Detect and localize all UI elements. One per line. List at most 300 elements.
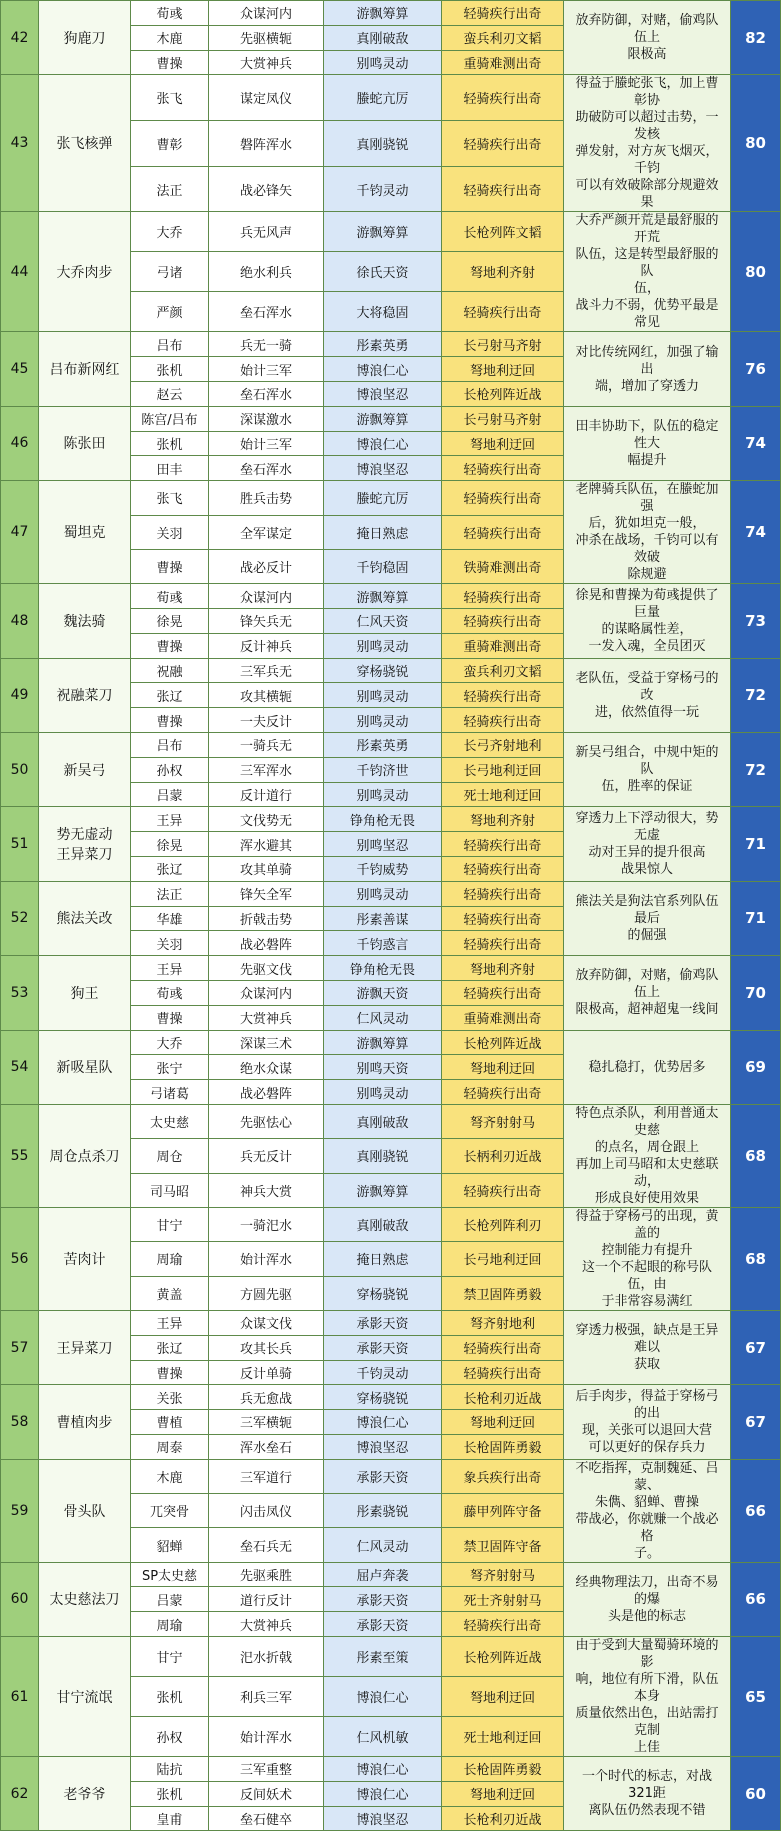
- table-row: [1, 584, 781, 609]
- team-name-cell: [39, 1, 131, 75]
- comment-cell: [564, 1310, 731, 1384]
- skill-cell: 三军兵无: [209, 658, 324, 683]
- table-row: [1, 1637, 781, 1677]
- team-name-line: 魏法骑: [63, 613, 106, 630]
- skill-cell: 深谋三术: [209, 1030, 324, 1055]
- skill-cell: 折戟击势: [209, 906, 324, 931]
- comment-cell: [564, 212, 731, 332]
- comment-line: 徐晃和曹操为荀彧提供了巨量: [575, 587, 719, 620]
- table-row: [1, 212, 781, 252]
- comment-line: 形成良好使用效果: [594, 1190, 699, 1206]
- rank-cell: 61: [1, 1637, 39, 1757]
- equip-cell: 承影天资: [324, 1335, 442, 1360]
- hero-name-cell: 张辽: [131, 1335, 209, 1360]
- skill-cell: 垒石浑水: [209, 292, 324, 332]
- formation-cell: 长枪利刃近战: [442, 1806, 564, 1831]
- team-name-cell: [39, 1310, 131, 1384]
- team-name-cell: [39, 807, 131, 881]
- formation-cell: 禁卫固阵守备: [442, 1528, 564, 1562]
- team-name-cell: [39, 481, 131, 584]
- equip-cell: 游飘筹算: [324, 406, 442, 431]
- table-row: [1, 807, 781, 832]
- team-name-line: 周仓点杀刀: [49, 1148, 120, 1165]
- formation-cell: 长枪列阵文韬: [442, 212, 564, 252]
- skill-cell: 垒石健卒: [209, 1806, 324, 1831]
- skill-cell: 众谋文伐: [209, 1310, 324, 1335]
- equip-cell: 游飘筹算: [324, 1030, 442, 1055]
- skill-cell: 战必反计: [209, 549, 324, 583]
- comment-line: 大乔严颜开荒是最舒服的开荒: [575, 213, 719, 246]
- team-name-cell: [39, 1757, 131, 1831]
- equip-cell: 别鸣灵动: [324, 1080, 442, 1105]
- equip-cell: 千钧稳固: [324, 549, 442, 583]
- equip-cell: 游飘天资: [324, 980, 442, 1005]
- team-name-cell: [39, 1562, 131, 1636]
- comment-cell: [564, 956, 731, 1030]
- score-cell: 74: [731, 406, 781, 480]
- comment-line: 一个时代的标志，对战321距: [581, 1769, 712, 1802]
- comment-line: 质量依然出色，出站需打克制: [575, 1706, 719, 1739]
- score-cell: 68: [731, 1207, 781, 1310]
- hero-name-cell: 曹操: [131, 708, 209, 733]
- equip-cell: 仁风灵动: [324, 1005, 442, 1030]
- equip-cell: 彤素至策: [324, 1637, 442, 1677]
- formation-cell: 轻骑疾行出奇: [442, 980, 564, 1005]
- skill-cell: 利兵三军: [209, 1677, 324, 1717]
- score-cell: 82: [731, 1, 781, 75]
- comment-cell: [564, 732, 731, 806]
- formation-cell: 轻骑疾行出奇: [442, 708, 564, 733]
- rank-cell: 46: [1, 406, 39, 480]
- comment-line: 控制能力有提升: [601, 1242, 693, 1258]
- formation-cell: 蛮兵利刃文韬: [442, 25, 564, 50]
- equip-cell: 真刚骁锐: [324, 1139, 442, 1173]
- skill-cell: 兵无一骑: [209, 332, 324, 357]
- comment-line: 老队伍，受益于穿杨弓的改: [575, 670, 719, 703]
- table-row: [1, 1, 781, 26]
- skill-cell: 反间妖术: [209, 1781, 324, 1806]
- formation-cell: 轻骑疾行出奇: [442, 683, 564, 708]
- team-name-cell: [39, 1104, 131, 1207]
- formation-cell: 藤甲列阵守备: [442, 1494, 564, 1528]
- rank-cell: 60: [1, 1562, 39, 1636]
- equip-cell: 真刚破敌: [324, 25, 442, 50]
- equip-cell: 游飘筹算: [324, 1, 442, 26]
- table-row: [1, 732, 781, 757]
- comment-line: 子。: [633, 1545, 660, 1561]
- team-name-line: 张飞核弹: [56, 136, 113, 153]
- team-name-line: 吕布新网红: [49, 362, 120, 379]
- hero-name-cell: 皇甫: [131, 1806, 209, 1831]
- score-cell: 71: [731, 807, 781, 881]
- skill-cell: 反计单骑: [209, 1360, 324, 1385]
- comment-line: 得益于螣蛇张飞，加上曹彰协: [575, 76, 719, 109]
- comment-line: 离队伍仍然表现不错: [588, 1803, 706, 1819]
- team-name-line: 熊法关改: [56, 911, 113, 928]
- comment-line: 这一个不起眼的称号队伍，由: [581, 1259, 712, 1292]
- comment-cell: [564, 1104, 731, 1207]
- score-cell: 67: [731, 1310, 781, 1384]
- table-row: [1, 1459, 781, 1493]
- hero-name-cell: 徐晃: [131, 832, 209, 857]
- comment-line: 由于受到大量蜀骑环境的影: [575, 1638, 719, 1671]
- hero-name-cell: 荀彧: [131, 584, 209, 609]
- score-cell: 73: [731, 584, 781, 658]
- skill-cell: 浑水垒石: [209, 1434, 324, 1459]
- table-row: [1, 1030, 781, 1055]
- table-body: [1, 1, 781, 1831]
- team-name-line: 陈张田: [63, 436, 106, 453]
- team-name-line: 祝融菜刀: [56, 688, 113, 705]
- equip-cell: 承影天资: [324, 1587, 442, 1612]
- skill-cell: 绝水利兵: [209, 252, 324, 292]
- skill-cell: 攻其长兵: [209, 1335, 324, 1360]
- table-row: [1, 1385, 781, 1410]
- hero-name-cell: 吕布: [131, 732, 209, 757]
- hero-name-cell: 张辽: [131, 683, 209, 708]
- comment-line: 的点名，周仓跟上: [594, 1139, 699, 1155]
- team-name-cell: [39, 1030, 131, 1104]
- formation-cell: 轻骑疾行出奇: [442, 515, 564, 549]
- score-cell: 69: [731, 1030, 781, 1104]
- rank-cell: 51: [1, 807, 39, 881]
- score-cell: 65: [731, 1637, 781, 1757]
- skill-cell: 道行反计: [209, 1587, 324, 1612]
- skill-cell: 深谋激水: [209, 406, 324, 431]
- comment-cell: [564, 1757, 731, 1831]
- equip-cell: 博浪坚忍: [324, 381, 442, 406]
- score-cell: 74: [731, 481, 781, 584]
- hero-name-cell: 大乔: [131, 1030, 209, 1055]
- comment-line: 特色点杀队，利用普通太史慈: [575, 1105, 719, 1138]
- formation-cell: 轻骑疾行出奇: [442, 832, 564, 857]
- hero-name-cell: 王异: [131, 1310, 209, 1335]
- equip-cell: 千钧威势: [324, 856, 442, 881]
- comment-line: 放弃防御，对赌，偷鸡队伍上: [575, 968, 719, 1001]
- comment-line: 放弃防御，对赌，偷鸡队伍上: [575, 13, 719, 46]
- formation-cell: 长枪列阵近战: [442, 381, 564, 406]
- team-name-line: 太史慈法刀: [49, 1592, 120, 1609]
- skill-cell: 兵无反计: [209, 1139, 324, 1173]
- skill-cell: 垒石浑水: [209, 456, 324, 481]
- equip-cell: 游飘筹算: [324, 1173, 442, 1207]
- hero-name-cell: 严颜: [131, 292, 209, 332]
- equip-cell: 螣蛇亢厉: [324, 75, 442, 121]
- comment-cell: [564, 807, 731, 881]
- hero-name-cell: 关张: [131, 1385, 209, 1410]
- table-row: [1, 406, 781, 431]
- team-name-line: 狗王: [70, 985, 99, 1002]
- skill-cell: 众谋河内: [209, 980, 324, 1005]
- rank-cell: 50: [1, 732, 39, 806]
- comment-cell: [564, 481, 731, 584]
- skill-cell: 反计神兵: [209, 633, 324, 658]
- hero-name-cell: 曹操: [131, 1005, 209, 1030]
- formation-cell: 弩齐射射马: [442, 1104, 564, 1138]
- comment-cell: [564, 1030, 731, 1104]
- table-row: [1, 1562, 781, 1587]
- comment-line: 战果惊人: [620, 862, 673, 878]
- equip-cell: 彤素骁锐: [324, 1494, 442, 1528]
- hero-name-cell: 木鹿: [131, 25, 209, 50]
- formation-cell: 长弓射马齐射: [442, 332, 564, 357]
- comment-line: 带战必，你就赚一个战必格: [575, 1511, 719, 1544]
- skill-cell: 锋矢全军: [209, 881, 324, 906]
- rank-cell: 54: [1, 1030, 39, 1104]
- equip-cell: 别鸣灵动: [324, 881, 442, 906]
- team-name-line: 大乔肉步: [56, 264, 113, 281]
- hero-name-cell: 田丰: [131, 456, 209, 481]
- comment-line: 现，关张可以退回大营: [581, 1422, 712, 1438]
- rank-cell: 58: [1, 1385, 39, 1459]
- hero-name-cell: 华雄: [131, 906, 209, 931]
- skill-cell: 三军重整: [209, 1757, 324, 1782]
- comment-line: 动对王异的提升很高: [588, 845, 706, 861]
- hero-name-cell: 关羽: [131, 515, 209, 549]
- skill-cell: 垒石兵无: [209, 1528, 324, 1562]
- table-row: [1, 332, 781, 357]
- skill-cell: 兵无愈战: [209, 1385, 324, 1410]
- hero-name-cell: 孙权: [131, 1717, 209, 1757]
- comment-line: 的谋略属性差，: [601, 621, 693, 637]
- skill-cell: 先驱横轭: [209, 25, 324, 50]
- formation-cell: 轻骑疾行出奇: [442, 1360, 564, 1385]
- score-cell: 72: [731, 732, 781, 806]
- skill-cell: 三军浑水: [209, 757, 324, 782]
- formation-cell: 轻骑疾行出奇: [442, 1173, 564, 1207]
- formation-cell: 轻骑疾行出奇: [442, 1335, 564, 1360]
- equip-cell: 博浪仁心: [324, 357, 442, 382]
- rank-cell: 57: [1, 1310, 39, 1384]
- score-cell: 68: [731, 1104, 781, 1207]
- skill-cell: 始计三军: [209, 357, 324, 382]
- formation-cell: 轻骑疾行出奇: [442, 292, 564, 332]
- rank-cell: 47: [1, 481, 39, 584]
- comment-line: 响，地位有所下滑，队伍本身: [575, 1672, 719, 1705]
- skill-cell: 战必磐阵: [209, 1080, 324, 1105]
- equip-cell: 大将稳固: [324, 292, 442, 332]
- formation-cell: 重骑难测出奇: [442, 1005, 564, 1030]
- rank-cell: 52: [1, 881, 39, 955]
- rank-cell: 44: [1, 212, 39, 332]
- rank-cell: 43: [1, 75, 39, 212]
- skill-cell: 浑水避其: [209, 832, 324, 857]
- score-cell: 70: [731, 956, 781, 1030]
- hero-name-cell: 吕蒙: [131, 1587, 209, 1612]
- equip-cell: 铮角枪无畏: [324, 807, 442, 832]
- team-name-line: 苦肉计: [63, 1251, 106, 1268]
- hero-name-cell: 荀彧: [131, 1, 209, 26]
- comment-line: 幅提升: [627, 452, 667, 468]
- formation-cell: 长柄利刃近战: [442, 1139, 564, 1173]
- skill-cell: 胜兵击势: [209, 481, 324, 515]
- skill-cell: 先驱文伐: [209, 956, 324, 981]
- comment-cell: [564, 1, 731, 75]
- comment-cell: [564, 584, 731, 658]
- comment-line: 得益于穿杨弓的出现，黄盖的: [575, 1208, 719, 1241]
- team-name-line: 王异菜刀: [56, 1340, 113, 1357]
- comment-line: 弹发射，对方灰飞烟灭，千钧: [575, 144, 719, 177]
- formation-cell: 长弓地利迂回: [442, 1242, 564, 1276]
- skill-cell: 始计浑水: [209, 1717, 324, 1757]
- skill-cell: 反计道行: [209, 782, 324, 807]
- hero-name-cell: 曹操: [131, 549, 209, 583]
- skill-cell: 一夫反计: [209, 708, 324, 733]
- team-name-line: 甘宁流氓: [56, 1689, 113, 1706]
- formation-cell: 轻骑疾行出奇: [442, 481, 564, 515]
- comment-cell: [564, 1207, 731, 1310]
- hero-name-cell: 周瑜: [131, 1242, 209, 1276]
- equip-cell: 仁风天资: [324, 608, 442, 633]
- formation-cell: 弩地利迂回: [442, 357, 564, 382]
- skill-cell: 锋矢兵无: [209, 608, 324, 633]
- equip-cell: 承影天资: [324, 1310, 442, 1335]
- equip-cell: 承影天资: [324, 1612, 442, 1637]
- formation-cell: 轻骑疾行出奇: [442, 856, 564, 881]
- hero-name-cell: 吕布: [131, 332, 209, 357]
- comment-line: 穿透力极强，缺点是王异难以: [575, 1323, 719, 1356]
- skill-cell: 攻其横轭: [209, 683, 324, 708]
- formation-cell: 弩齐射射马: [442, 1562, 564, 1587]
- hero-name-cell: 周仓: [131, 1139, 209, 1173]
- equip-cell: 穿杨骁锐: [324, 1276, 442, 1310]
- comment-line: 田丰协助下，队伍的稳定性大: [575, 418, 719, 451]
- table-row: [1, 1757, 781, 1782]
- equip-cell: 徐氏天资: [324, 252, 442, 292]
- score-cell: 72: [731, 658, 781, 732]
- equip-cell: 博浪仁心: [324, 1677, 442, 1717]
- skill-cell: 始计浑水: [209, 1242, 324, 1276]
- equip-cell: 游飘筹算: [324, 584, 442, 609]
- skill-cell: 众谋河内: [209, 1, 324, 26]
- hero-name-cell: 兀突骨: [131, 1494, 209, 1528]
- score-cell: 76: [731, 332, 781, 406]
- rank-cell: 53: [1, 956, 39, 1030]
- skill-cell: 战必磐阵: [209, 931, 324, 956]
- score-cell: 67: [731, 1385, 781, 1459]
- hero-name-cell: 张飞: [131, 75, 209, 121]
- hero-name-cell: 陆抗: [131, 1757, 209, 1782]
- equip-cell: 掩日熟虑: [324, 1242, 442, 1276]
- team-name-line: 曹植肉步: [56, 1414, 113, 1431]
- formation-cell: 轻骑疾行出奇: [442, 584, 564, 609]
- team-name-cell: [39, 658, 131, 732]
- formation-cell: 长弓齐射地利: [442, 732, 564, 757]
- comment-line: 限极高: [627, 47, 667, 63]
- rank-cell: 55: [1, 1104, 39, 1207]
- table-row: [1, 956, 781, 981]
- hero-name-cell: 曹操: [131, 1360, 209, 1385]
- comment-line: 老牌骑兵队伍，在螣蛇加强: [575, 482, 719, 515]
- hero-name-cell: 曹操: [131, 633, 209, 658]
- equip-cell: 别鸣坚忍: [324, 832, 442, 857]
- score-cell: 80: [731, 212, 781, 332]
- formation-cell: 轻骑疾行出奇: [442, 1612, 564, 1637]
- skill-cell: 文伐势无: [209, 807, 324, 832]
- comment-line: 新吴弓组合，中规中矩的队: [575, 745, 719, 778]
- rank-cell: 59: [1, 1459, 39, 1562]
- equip-cell: 博浪仁心: [324, 1410, 442, 1435]
- table-row: [1, 1310, 781, 1335]
- skill-cell: 一骑汜水: [209, 1207, 324, 1241]
- comment-line: 限极高，超神超鬼一线间: [575, 1002, 719, 1018]
- equip-cell: 真刚骁锐: [324, 121, 442, 167]
- team-name-cell: [39, 956, 131, 1030]
- equip-cell: 别鸣灵动: [324, 50, 442, 75]
- equip-cell: 游飘筹算: [324, 212, 442, 252]
- hero-name-cell: 张辽: [131, 856, 209, 881]
- equip-cell: 彤素英勇: [324, 732, 442, 757]
- equip-cell: 别鸣灵动: [324, 708, 442, 733]
- formation-cell: 弩地利迂回: [442, 431, 564, 456]
- hero-name-cell: 王异: [131, 956, 209, 981]
- team-name-cell: [39, 1637, 131, 1757]
- formation-cell: 禁卫固阵勇毅: [442, 1276, 564, 1310]
- comment-line: 队伍，这是转型最舒服的队: [575, 247, 719, 280]
- hero-name-cell: 张机: [131, 357, 209, 382]
- skill-cell: 大赏神兵: [209, 1005, 324, 1030]
- table-row: [1, 75, 781, 121]
- comment-cell: [564, 75, 731, 212]
- equip-cell: 屈卢奔袭: [324, 1562, 442, 1587]
- formation-cell: 长枪固阵勇毅: [442, 1434, 564, 1459]
- formation-cell: 弩地利迂回: [442, 1677, 564, 1717]
- comment-cell: [564, 406, 731, 480]
- formation-cell: 长枪利刃近战: [442, 1385, 564, 1410]
- comment-line: 可以有效破除部分规避效果: [575, 178, 719, 211]
- hero-name-cell: 木鹿: [131, 1459, 209, 1493]
- equip-cell: 别鸣天资: [324, 1055, 442, 1080]
- comment-cell: [564, 1562, 731, 1636]
- rank-cell: 45: [1, 332, 39, 406]
- score-cell: 71: [731, 881, 781, 955]
- hero-name-cell: 貂蝉: [131, 1528, 209, 1562]
- comment-line: 获取: [633, 1357, 660, 1373]
- formation-cell: 长弓射马齐射: [442, 406, 564, 431]
- formation-cell: 长枪列阵近战: [442, 1637, 564, 1677]
- formation-cell: 重骑难测出奇: [442, 633, 564, 658]
- comment-cell: [564, 1637, 731, 1757]
- hero-name-cell: 赵云: [131, 381, 209, 406]
- comment-line: 熊法关是狗法官系列队伍最后: [575, 893, 719, 926]
- comment-line: 冲杀在战场，千钧可以有效破: [575, 533, 719, 566]
- score-cell: 60: [731, 1757, 781, 1831]
- comment-line: 稳扎稳打，优势居多: [588, 1059, 706, 1075]
- skill-cell: 众谋河内: [209, 584, 324, 609]
- hero-name-cell: 太史慈: [131, 1104, 209, 1138]
- hero-name-cell: 张宁: [131, 1055, 209, 1080]
- equip-cell: 博浪仁心: [324, 1757, 442, 1782]
- equip-cell: 彤素善谋: [324, 906, 442, 931]
- formation-cell: 弩地利迂回: [442, 1410, 564, 1435]
- comment-line: 头是他的标志: [607, 1608, 686, 1624]
- comment-line: 后手肉步，得益于穿杨弓的出: [575, 1388, 719, 1421]
- hero-name-cell: 曹植: [131, 1410, 209, 1435]
- team-name-cell: [39, 406, 131, 480]
- comment-line: 伍，胜率的保证: [601, 779, 693, 795]
- skill-cell: 汜水折戟: [209, 1637, 324, 1677]
- equip-cell: 真刚破敌: [324, 1207, 442, 1241]
- hero-name-cell: 司马昭: [131, 1173, 209, 1207]
- formation-cell: 轻骑疾行出奇: [442, 881, 564, 906]
- team-name-cell: [39, 1385, 131, 1459]
- skill-cell: 始计三军: [209, 431, 324, 456]
- skill-cell: 大赏神兵: [209, 50, 324, 75]
- rank-cell: 62: [1, 1757, 39, 1831]
- comment-line: 的倔强: [627, 927, 667, 943]
- skill-cell: 三军道行: [209, 1459, 324, 1493]
- equip-cell: 别鸣灵动: [324, 683, 442, 708]
